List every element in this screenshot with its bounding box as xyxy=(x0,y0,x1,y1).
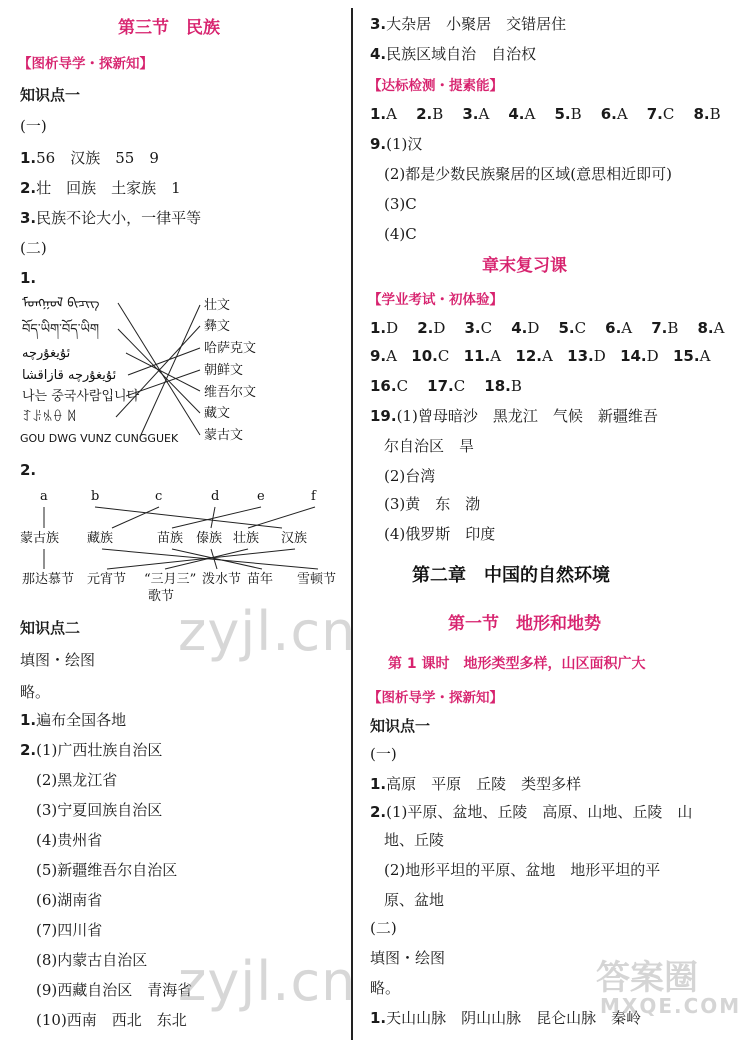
section-1-title: 第一节 地形和地势 xyxy=(448,614,601,634)
ethnic-miao: 苗族 xyxy=(157,531,184,546)
answer-r9-3: (3)C xyxy=(384,195,417,213)
knowledge-point-2: 知识点二 xyxy=(20,619,81,637)
answer-1: 1.56 汉族 55 9 xyxy=(20,149,159,167)
answer-r19-2: (2)台湾 xyxy=(384,467,436,485)
watermark-logo-url: MXQE.COM xyxy=(600,994,742,1018)
ethnic-mongol: 蒙古族 xyxy=(20,531,60,546)
letter-e: e xyxy=(257,489,265,504)
part-1b: (一) xyxy=(370,745,397,763)
letter-a: a xyxy=(40,489,48,504)
lang-zhuang: 壮文 xyxy=(204,298,231,313)
answer-c1: 1.高原 平原 丘陵 类型多样 xyxy=(370,775,582,793)
fill-map: 填图・绘图 xyxy=(20,651,96,669)
script-tibetan: བོད་ཡིག་བོད་ཡིག xyxy=(22,322,100,337)
chapter-2-title: 第二章 中国的自然环境 xyxy=(412,565,610,586)
part-1: (一) xyxy=(20,117,47,135)
answer-c2-2-cont: 原、盆地 xyxy=(384,891,445,909)
knowledge-point-1b: 知识点一 xyxy=(370,717,431,735)
answer-b2-item: (5)新疆维吾尔自治区 xyxy=(36,861,178,879)
tag-guide-2: 【图析导学・探新知】 xyxy=(368,690,503,706)
question-2-num: 2. xyxy=(20,461,37,479)
answer-r19-4: (4)俄罗斯 印度 xyxy=(384,525,496,543)
answer-r19-cont: 尔自治区 旱 xyxy=(384,437,475,455)
letter-b: b xyxy=(91,489,100,504)
answer-c2-2: (2)地形平坦的平原、盆地 地形平坦的平 xyxy=(384,861,661,879)
lesson-1-title: 第 1 课时 地形类型多样，山区面积广大 xyxy=(388,656,646,672)
festival-lantern: 元宵节 xyxy=(87,572,127,587)
watermark-zyjl: zyjl.cn xyxy=(178,950,357,1013)
festival-shoton: 雪顿节 xyxy=(297,572,337,587)
festival-naadam: 那达慕节 xyxy=(22,572,75,587)
answer-d1: 1.天山山脉 阴山山脉 昆仑山脉 秦岭 xyxy=(370,1009,642,1027)
answer-b2-item: (3)宁夏回族自治区 xyxy=(36,801,163,819)
lang-tibetan: 藏文 xyxy=(204,406,231,421)
answer-b2-item: (7)四川省 xyxy=(36,921,103,939)
omitted: 略。 xyxy=(20,683,51,701)
ethnic-matching-lines xyxy=(0,0,350,620)
letter-d: d xyxy=(211,489,220,504)
answer-b2-item: (6)湖南省 xyxy=(36,891,103,909)
knowledge-point-1: 知识点一 xyxy=(20,86,81,104)
lang-kazakh: 哈萨克文 xyxy=(204,341,257,356)
answer-r9-2: (2)都是少数民族聚居的区域(意思相近即可) xyxy=(384,165,672,183)
column-divider xyxy=(351,8,353,1040)
mc-row-2: 1.D 2.D 3.C 4.D 5.C 6.A 7.B 8.A xyxy=(370,319,725,337)
answer-b2-item: (8)内蒙古自治区 xyxy=(36,951,148,969)
answer-b2-item: (2)黑龙江省 xyxy=(36,771,118,789)
answer-b2-item: (10)西南 西北 东北 xyxy=(36,1011,187,1029)
script-yi: ꆈꌠꁱꂷ ꉙ xyxy=(22,410,77,425)
script-uyghur: ئۇيغۇرچە xyxy=(22,346,71,361)
watermark-logo: 答案圈 xyxy=(596,958,698,998)
answer-3: 3.民族不论大小，一律平等 xyxy=(20,209,202,227)
script-kazakh: ئۇيغۇرچە قازاقشا xyxy=(22,368,117,383)
festival-sanyuesan: “三月三” xyxy=(144,572,197,587)
mc-row-1: 1.A 2.B 3.A 4.A 5.B 6.A 7.C 8.B xyxy=(370,105,721,123)
answer-b2: 2.(1)广西壮族自治区 xyxy=(20,741,163,759)
section-title: 第三节 民族 xyxy=(118,18,220,38)
answer-2: 2.壮 回族 土家族 1 xyxy=(20,179,181,197)
tag-check: 【达标检测・提素能】 xyxy=(368,78,503,94)
script-mongolian: ᠮᠣᠩᠭᠣᠯ ᠪᠢᠴᠢᠭ xyxy=(22,296,100,311)
answer-r4: 4.民族区域自治 自治权 xyxy=(370,45,537,63)
answer-r19-3: (3)黄 东 渤 xyxy=(384,495,481,513)
letter-c: c xyxy=(155,489,163,504)
answer-r3: 3.大杂居 小聚居 交错居住 xyxy=(370,15,567,33)
tag-guide: 【图析导学・探新知】 xyxy=(18,56,153,72)
answer-r19: 19.(1)曾母暗沙 黑龙江 气候 新疆维吾 xyxy=(370,407,658,425)
omitted-b: 略。 xyxy=(370,979,401,997)
ethnic-han: 汉族 xyxy=(281,531,308,546)
watermark-zyjl: zyjl.cn xyxy=(178,600,357,663)
part-2: (二) xyxy=(20,239,47,257)
answer-c2-cont: 地、丘陵 xyxy=(384,831,445,849)
answer-b2-item: (4)贵州省 xyxy=(36,831,103,849)
lang-mongolian: 蒙古文 xyxy=(204,428,244,443)
letter-f: f xyxy=(311,489,316,504)
festival-water: 泼水节 xyxy=(202,572,242,587)
festival-cont: 歌节 xyxy=(148,589,175,604)
answer-b1: 1.遍布全国各地 xyxy=(20,711,127,729)
part-2b: (二) xyxy=(370,919,397,937)
ethnic-zhuang: 壮族 xyxy=(233,531,260,546)
lang-korean: 朝鲜文 xyxy=(204,363,244,378)
answer-b2-item: (9)西藏自治区 青海省 xyxy=(36,981,193,999)
lang-yi: 彝文 xyxy=(204,319,231,334)
fill-map-b: 填图・绘图 xyxy=(370,949,446,967)
mc-row-3: 9.A 10.C 11.A 12.A 13.D 14.D 15.A xyxy=(370,347,711,365)
chapter-review-title: 章末复习课 xyxy=(482,256,567,276)
ethnic-dai: 傣族 xyxy=(196,531,223,546)
script-zhuang: GOU DWG VUNZ CUNGGUEK xyxy=(20,432,179,445)
answer-c2: 2.(1)平原、盆地、丘陵 高原、山地、丘陵 山 xyxy=(370,803,693,821)
answer-r9: 9.(1)汉 xyxy=(370,135,423,153)
mc-row-4: 16.C 17.C 18.B xyxy=(370,377,522,395)
tag-exam: 【学业考试・初体验】 xyxy=(368,292,503,308)
question-1-num: 1. xyxy=(20,269,37,287)
lang-uyghur: 维吾尔文 xyxy=(204,385,257,400)
answer-r9-4: (4)C xyxy=(384,225,417,243)
festival-miao-new-year: 苗年 xyxy=(247,572,274,587)
script-korean: 나는 중국사람입니다 xyxy=(22,389,140,404)
ethnic-tibetan: 藏族 xyxy=(87,531,114,546)
